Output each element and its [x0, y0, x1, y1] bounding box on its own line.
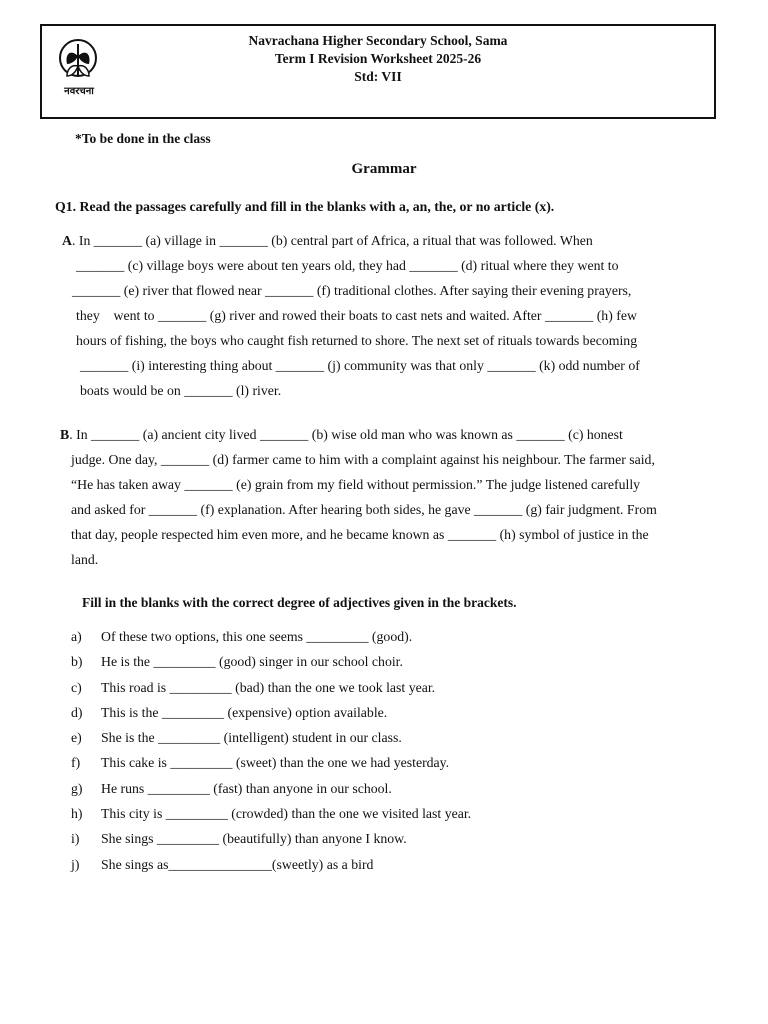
- item-letter: f): [71, 755, 81, 771]
- passage-a-line: _______ (c) village boys were about ten years old, they had _______ (d) ritual where they went to: [76, 258, 619, 273]
- section-title: Grammar: [351, 161, 417, 177]
- item-text: She sings as_______________(sweetly) as a bird: [101, 856, 374, 872]
- item-letter: c): [71, 679, 82, 695]
- q1-prompt: Q1. Read the passages carefully and fill in the blanks with a, an, the, or no article (x).: [55, 199, 555, 214]
- passage-b: [60, 422, 657, 572]
- worksheet-title: Term I Revision Worksheet 2025-26: [274, 51, 482, 66]
- item-text: This road is _________ (bad) than the one we took last year.: [101, 679, 436, 695]
- logo-text: नवरचना: [64, 86, 94, 97]
- item-text: He is the _________ (good) singer in our school choir.: [101, 654, 403, 670]
- passage-a: [62, 228, 640, 403]
- item-letter: e): [71, 730, 82, 746]
- item-letter: j): [71, 856, 80, 872]
- item-letter: a): [71, 629, 82, 644]
- school-name: Navrachana Higher Secondary School, Sama: [248, 33, 508, 48]
- q2-prompt: Fill in the blanks with the correct degree of adjectives given in the brackets.: [82, 595, 517, 610]
- item-text: Of these two options, this one seems _________ (good).: [101, 629, 413, 644]
- item-text: He runs _________ (fast) than anyone in our school.: [101, 780, 392, 796]
- item-letter: h): [71, 806, 83, 822]
- item-letter: b): [71, 654, 83, 670]
- passage-b-line: that day, people respected him even more, and he became known as _______ (h) symbol of justice in the: [71, 527, 649, 542]
- passage-b-line: . In _______ (a) ancient city lived _______ (b) wise old man who was known as _______ (c) honest: [69, 427, 623, 442]
- passage-a-line: . In _______ (a) village in _______ (b) central part of Africa, a ritual that was followed. When: [71, 233, 593, 248]
- header-box: [40, 24, 716, 119]
- item-text: This is the _________ (expensive) option available.: [101, 704, 388, 720]
- passage-a-label: A: [62, 233, 72, 248]
- item-text: She is the _________ (intelligent) student in our class.: [101, 730, 402, 746]
- passage-b-line: “He has taken away _______ (e) grain from my field without permission.” The judge listened carefully: [71, 477, 641, 492]
- item-letter: i): [71, 831, 80, 847]
- item-text: This city is _________ (crowded) than the one we visited last year.: [101, 806, 472, 822]
- passage-b-label: B: [60, 427, 70, 442]
- passage-b-line: judge. One day, _______ (d) farmer came to him with a complaint against his neighbour. The farmer said,: [71, 452, 655, 467]
- item-letter: g): [71, 780, 83, 796]
- passage-a-line: boats would be on _______ (l) river.: [80, 383, 282, 398]
- passage-a-line: _______ (i) interesting thing about _______ (j) community was that only _______ (k) odd number of: [80, 358, 640, 373]
- passage-a-line: hours of fishing, the boys who caught fish returned to shore. The next set of rituals towards becoming: [76, 333, 638, 348]
- standard: Std: VII: [354, 69, 402, 84]
- item-letter: d): [71, 704, 83, 720]
- class-note: *To be done in the class: [75, 131, 211, 146]
- item-text: She sings _________ (beautifully) than anyone I know.: [101, 831, 407, 847]
- passage-a-line: _______ (e) river that flowed near _______ (f) traditional clothes. After saying their evening prayers,: [72, 283, 632, 298]
- item-text: This cake is _________ (sweet) than the one we had yesterday.: [101, 755, 450, 771]
- passage-a-line: they went to _______ (g) river and rowed their boats to cast nets and waited. After _______ (h) few: [76, 308, 637, 323]
- passage-b-line: land.: [71, 552, 99, 567]
- passage-b-line: and asked for _______ (f) explanation. After hearing both sides, he gave _______ (g) fair judgment. From: [71, 502, 657, 517]
